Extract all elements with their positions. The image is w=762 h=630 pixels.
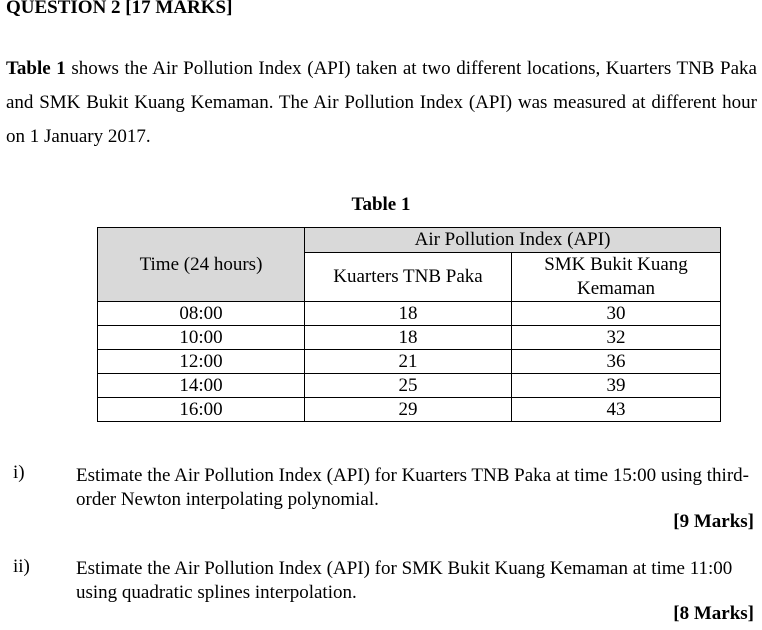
time-cell: 16:00: [98, 398, 305, 422]
question-heading: QUESTION 2 [17 MARKS]: [6, 0, 233, 18]
paka-cell: 18: [305, 302, 512, 326]
intro-table-ref: Table 1: [6, 58, 66, 79]
table-caption: Table 1: [351, 194, 411, 215]
part-i-marks: [9 Marks]: [673, 511, 754, 532]
api-header: Air Pollution Index (API): [305, 228, 721, 253]
table-row: [98, 302, 721, 326]
api-table: [97, 227, 721, 422]
table-row: [98, 398, 721, 422]
part-ii-number: ii): [13, 556, 30, 577]
smk-header: SMK Bukit Kuang Kemaman: [512, 253, 721, 302]
intro-paragraph: [6, 52, 757, 154]
time-header: Time (24 hours): [98, 228, 305, 302]
smk-cell: 32: [512, 326, 721, 350]
smk-cell: 43: [512, 398, 721, 422]
table-row: [98, 350, 721, 374]
paka-cell: 25: [305, 374, 512, 398]
part-ii-marks: [8 Marks]: [673, 603, 754, 624]
paka-cell: 18: [305, 326, 512, 350]
paka-cell: 21: [305, 350, 512, 374]
table-row: [98, 374, 721, 398]
time-cell: 10:00: [98, 326, 305, 350]
smk-cell: 39: [512, 374, 721, 398]
table-row: [98, 326, 721, 350]
paka-header: Kuarters TNB Paka: [305, 253, 512, 302]
intro-text: shows the Air Pollution Index (API) taken at two different locations, Kuarters TNB Paka and SMK Bukit Kuang Kemaman. The Air Pollution Index (API) was measured at different hour on 1 January 2017.: [6, 58, 757, 147]
smk-cell: 36: [512, 350, 721, 374]
smk-cell: 30: [512, 302, 721, 326]
time-cell: 14:00: [98, 374, 305, 398]
paka-cell: 29: [305, 398, 512, 422]
time-cell: 08:00: [98, 302, 305, 326]
time-cell: 12:00: [98, 350, 305, 374]
part-i-text: Estimate the Air Pollution Index (API) for Kuarters TNB Paka at time 15:00 using third-order Newton interpolating polynomial.: [76, 465, 749, 510]
part-ii-text: Estimate the Air Pollution Index (API) for SMK Bukit Kuang Kemaman at time 11:00 using quadratic splines interpolation.: [76, 558, 733, 603]
part-i-number: i): [13, 462, 25, 483]
